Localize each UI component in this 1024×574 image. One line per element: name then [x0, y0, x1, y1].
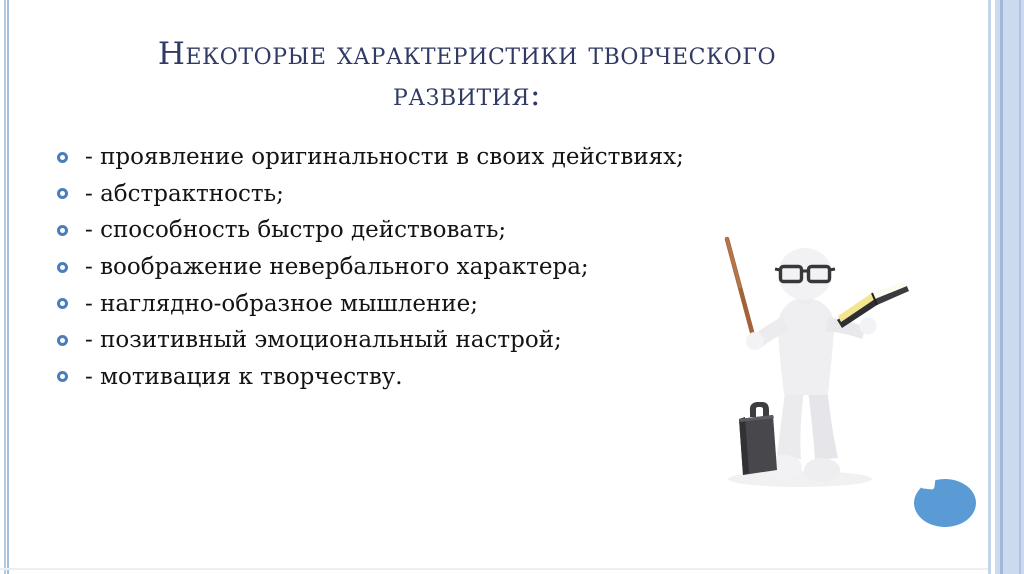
- bullet-circle-icon: [57, 188, 68, 199]
- list-item: [57, 359, 717, 396]
- bottom-divider-line: [0, 568, 988, 570]
- bullet-circle-icon: [57, 225, 68, 236]
- accent-ellipse-notch: [920, 474, 936, 490]
- right-edge-stripe-thin: [988, 0, 991, 574]
- mannequin-figure-svg: [700, 225, 910, 490]
- bullet-circle-icon: [57, 262, 68, 273]
- list-item-text: - воображение невербального характера;: [85, 254, 589, 281]
- list-item: [57, 285, 717, 322]
- right-edge-stripe-dark: [1000, 0, 1003, 574]
- right-foot: [804, 458, 840, 482]
- bullet-circle-icon: [57, 335, 68, 346]
- right-edge-stripe-mid: [1019, 0, 1021, 574]
- list-item: [57, 249, 717, 286]
- left-edge-stripe-outer: [4, 0, 6, 574]
- right-leg: [808, 385, 838, 460]
- right-hand: [860, 318, 877, 335]
- left-leg: [777, 385, 804, 459]
- list-item-text: - способность быстро действовать;: [85, 217, 507, 244]
- bullet-circle-icon: [57, 298, 68, 309]
- characteristics-list: [57, 139, 717, 395]
- list-item: [57, 176, 717, 213]
- list-item: [57, 212, 717, 249]
- briefcase-icon: [739, 402, 777, 475]
- pointer-stick-highlight: [727, 239, 740, 287]
- bullet-circle-icon: [57, 152, 68, 163]
- list-item-text: - проявление оригинальности в своих действиях;: [85, 144, 684, 171]
- list-item-text: - абстрактность;: [85, 180, 284, 207]
- list-item-text: - наглядно-образное мышление;: [85, 290, 478, 317]
- list-item-text: - позитивный эмоциональный настрой;: [85, 327, 562, 354]
- slide-title: Некоторые характеристики творческого развития:: [157, 36, 777, 113]
- left-edge-stripe-inner: [7, 0, 9, 574]
- list-item: [57, 139, 717, 176]
- list-item-text: - мотивация к творчеству.: [85, 363, 403, 390]
- list-item: [57, 322, 717, 359]
- torso: [778, 297, 834, 395]
- left-hand: [746, 332, 764, 350]
- bullet-circle-icon: [57, 371, 68, 382]
- head: [778, 248, 832, 300]
- mannequin-teacher-illustration: [700, 225, 910, 490]
